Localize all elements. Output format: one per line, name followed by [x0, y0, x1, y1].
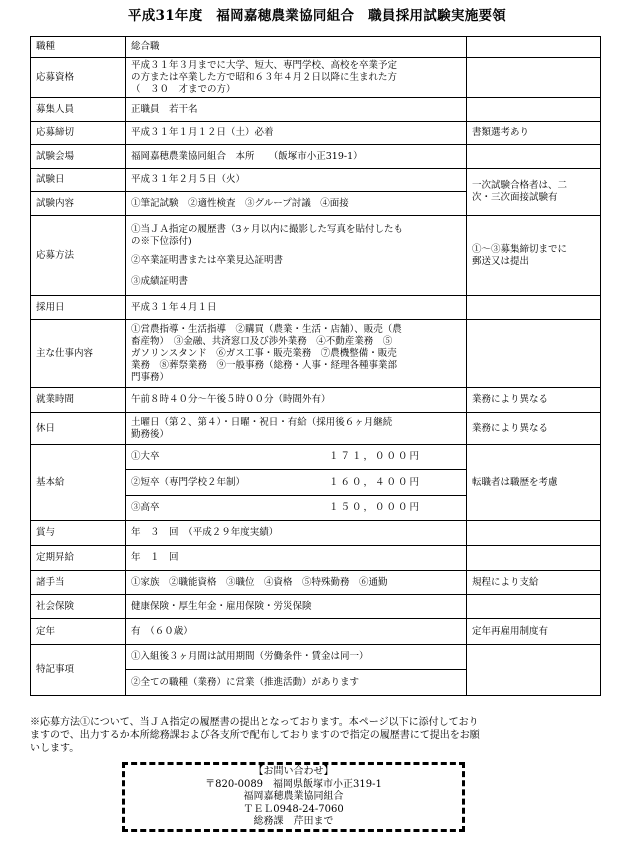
row-note [467, 98, 601, 122]
application-line: ①当ＪＡ指定の履歴書（3ヶ月以内に撮影した写真を貼付したも [131, 223, 404, 235]
row-label: 定期昇給 [31, 546, 126, 571]
row-label: 採用日 [31, 296, 126, 320]
row-value: 総合職 [126, 37, 467, 58]
table-row [31, 645, 601, 696]
row-value: 年 １ 回 [126, 546, 467, 571]
row-note [467, 645, 601, 696]
row-label: 試験内容 [31, 192, 126, 216]
row-note [467, 145, 601, 169]
exam-note-line: 次・三次面接試験有 [472, 192, 558, 203]
row-note: 定年再雇用制度有 [467, 619, 601, 645]
row-note [467, 521, 601, 546]
row-note [467, 169, 601, 216]
row-label: 応募資格 [31, 58, 126, 98]
requirements-table [30, 36, 601, 696]
page-title: 平成31年度 福岡嘉穂農業協同組合 職員採用試験実施要領 [127, 8, 507, 24]
qualification-line: の方または卒業した方で昭和６３年４月２日以降に生まれた方 [131, 71, 398, 83]
table-row [31, 320, 601, 388]
salary-amount: １７１，０００円 [328, 451, 421, 462]
row-value: ①筆記試験 ②適性検査 ③グループ討議 ④面接 [126, 192, 467, 216]
row-label: 特記事項 [31, 645, 126, 696]
duties-line: ガソリンスタンド ⑥ガス工事・販売業務 ⑦農機整備・販売 [131, 347, 397, 359]
application-line: ②卒業証明書または卒業見込証明書 [131, 254, 284, 266]
table-row [31, 216, 601, 296]
table-row [31, 122, 601, 145]
row-note [467, 546, 601, 571]
row-value: 午前８時４０分～午後５時００分（時間外有） [126, 388, 467, 413]
row-label: 社会保険 [31, 595, 126, 619]
row-note: 書類選考あり [467, 122, 601, 145]
row-label: 諸手当 [31, 571, 126, 595]
row-value [126, 58, 467, 98]
table-row [31, 37, 601, 58]
row-value: ①家族 ②職能資格 ③職位 ④資格 ⑤特殊勤務 ⑥通勤 [126, 571, 467, 595]
table-row [31, 388, 601, 413]
row-value [126, 413, 467, 445]
row-note [467, 320, 601, 388]
salary-item [126, 470, 466, 496]
duties-line: 畜産物） ③金融、共済窓口及び渉外業務 ④不動産業務 ⑤ [131, 335, 393, 347]
row-label: 基本給 [31, 445, 126, 521]
qualification-line: （ ３０ 才までの方） [131, 83, 236, 95]
table-row [31, 521, 601, 546]
contact-tel: ＴＥＬ0948-24-7060 [243, 803, 344, 815]
row-value [126, 216, 467, 296]
special-text: ②全ての職種（業務）に営業（推進活動）があります [131, 676, 360, 688]
table-row [31, 98, 601, 122]
special-text: ①入組後３ヶ月間は試用期間（労働条件・賃金は同一） [131, 651, 369, 662]
row-label: 賞与 [31, 521, 126, 546]
row-value: 平成３１年１月１２日（土）必着 [126, 122, 467, 145]
duties-line: ①営農指導・生活指導 ②購買（農業・生活・店舗）、販売（農 [131, 323, 402, 335]
footnote-line: ※応募方法①について、当ＪＡ指定の履歴書の提出となっております。本ページ以下に添付しており [30, 717, 479, 728]
qualification-line: 平成３１年３月までに大学、短大、専門学校、高校を卒業予定 [131, 59, 398, 71]
salary-name: ①大卒 [131, 451, 160, 462]
row-note: 規程により支給 [467, 571, 601, 595]
salary-amount: １６０，４００円 [328, 476, 421, 488]
row-value: 年 ３ 回 （平成２９年度実績） [126, 521, 467, 546]
exam-note-line: 一次試験合格者は、二 [472, 180, 568, 191]
table-row [31, 546, 601, 571]
table-row [31, 145, 601, 169]
salary-item [126, 445, 466, 470]
contact-org: 福岡嘉穂農業協同組合 [243, 791, 344, 802]
row-value: 平成３１年４月１日 [126, 296, 467, 320]
holidays-line: 土曜日（第２、第４）・日曜・祝日・有給（採用後６ヶ月継続 [131, 416, 393, 428]
row-label: 試験会場 [31, 145, 126, 169]
row-label: 職種 [31, 37, 126, 58]
application-note-line: ①～③募集締切までに [472, 243, 568, 255]
row-value: 有 （６０歳） [126, 619, 467, 645]
row-value: 正職員 若干名 [126, 98, 467, 122]
table-row [31, 58, 601, 98]
table-row [31, 619, 601, 645]
special-item [126, 670, 466, 695]
footnote-line: ますので、出力するか本所総務課および各支所で配布しておりますので指定の履歴書にて提出をお願 [30, 730, 480, 741]
footnote [30, 716, 610, 755]
row-note: 業務により異なる [467, 413, 601, 445]
duties-line: 門事務） [131, 371, 170, 383]
contact-address: 〒820-0089 福岡県飯塚市小正319-1 [205, 778, 382, 790]
application-line: の※下位添付) [131, 235, 192, 247]
table-row [31, 445, 601, 521]
row-note: 業務により異なる [467, 388, 601, 413]
holidays-line: 勤務後） [131, 428, 170, 440]
row-note [467, 58, 601, 98]
table-row [31, 169, 601, 192]
contact-dept: 総務課 芹田まで [253, 816, 334, 827]
table-row [31, 595, 601, 619]
row-note [467, 37, 601, 58]
salary-cell [126, 445, 467, 521]
row-label: 就業時間 [31, 388, 126, 413]
duties-line: 業務 ⑧葬祭業務 ⑨一般事務（総務・人事・経理各種事業部 [131, 359, 398, 371]
row-value: 健康保険・厚生年金・雇用保険・労災保険 [126, 595, 467, 619]
special-item [126, 645, 466, 670]
row-note [467, 595, 601, 619]
contact-box [122, 762, 465, 832]
salary-amount: １５０，０００円 [328, 502, 421, 513]
row-value: 福岡嘉穂農業協同組合 本所 （飯塚市小正319-1） [126, 145, 467, 169]
row-value [126, 320, 467, 388]
row-note [467, 296, 601, 320]
application-note-line: 郵送又は提出 [472, 255, 530, 267]
row-note [467, 216, 601, 296]
table-row [31, 571, 601, 595]
row-note: 転職者は職歴を考慮 [467, 445, 601, 521]
row-label: 応募締切 [31, 122, 126, 145]
salary-item [126, 496, 466, 520]
footnote-line: いします。 [30, 743, 80, 754]
application-line: ③成績証明書 [131, 275, 189, 287]
contact-heading: 【お問い合わせ】 [253, 766, 334, 777]
row-label: 主な仕事内容 [31, 320, 126, 388]
row-value: 平成３１年２月５日（火） [126, 169, 467, 192]
row-label: 応募方法 [31, 216, 126, 296]
row-label: 試験日 [31, 169, 126, 192]
row-label: 募集人員 [31, 98, 126, 122]
special-cell [126, 645, 467, 696]
row-label: 休日 [31, 413, 126, 445]
salary-name: ②短卒（専門学校２年制） [131, 476, 246, 488]
salary-name: ③高卒 [131, 502, 160, 513]
table-row [31, 413, 601, 445]
table-row [31, 296, 601, 320]
row-label: 定年 [31, 619, 126, 645]
